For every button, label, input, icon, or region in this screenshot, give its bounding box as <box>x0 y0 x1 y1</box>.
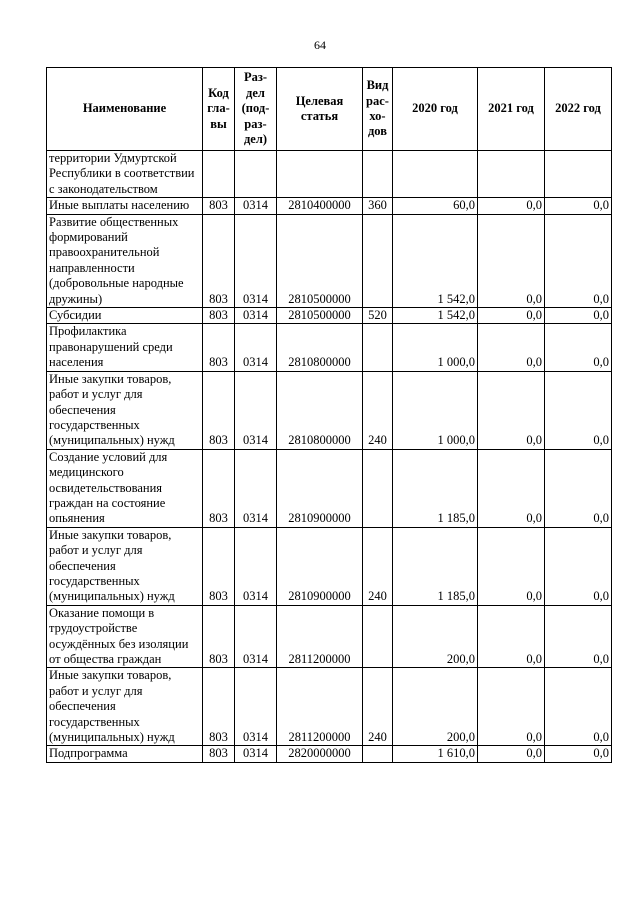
cell-y2021: 0,0 <box>478 198 545 214</box>
cell-target: 2811200000 <box>277 668 363 746</box>
table-row <box>47 668 612 746</box>
cell-y2020: 1 000,0 <box>393 371 478 449</box>
cell-y2022: 0,0 <box>545 527 612 605</box>
cell-type <box>363 746 393 762</box>
table-row <box>47 449 612 527</box>
cell-y2020: 1 610,0 <box>393 746 478 762</box>
table-row <box>47 151 612 198</box>
cell-section: 0314 <box>235 605 277 668</box>
cell-target: 2810800000 <box>277 371 363 449</box>
header-2022: 2022 год <box>545 68 612 151</box>
cell-name: Подпрограмма <box>47 746 203 762</box>
cell-type <box>363 605 393 668</box>
table-row <box>47 746 612 762</box>
cell-code: 803 <box>203 198 235 214</box>
cell-y2021: 0,0 <box>478 214 545 307</box>
cell-target: 2810900000 <box>277 527 363 605</box>
cell-type: 240 <box>363 668 393 746</box>
table-row <box>47 308 612 324</box>
cell-code: 803 <box>203 449 235 527</box>
cell-code: 803 <box>203 668 235 746</box>
cell-code: 803 <box>203 527 235 605</box>
cell-section: 0314 <box>235 214 277 307</box>
cell-y2021: 0,0 <box>478 746 545 762</box>
cell-y2022: 0,0 <box>545 214 612 307</box>
header-code: Код гла-вы <box>203 68 235 151</box>
cell-y2020: 1 542,0 <box>393 214 478 307</box>
cell-target: 2810400000 <box>277 198 363 214</box>
cell-section: 0314 <box>235 308 277 324</box>
table-row <box>47 324 612 371</box>
cell-y2022: 0,0 <box>545 308 612 324</box>
cell-code <box>203 151 235 198</box>
cell-section: 0314 <box>235 198 277 214</box>
cell-name: Иные выплаты населению <box>47 198 203 214</box>
cell-y2020: 1 185,0 <box>393 527 478 605</box>
table-row <box>47 605 612 668</box>
cell-type: 240 <box>363 371 393 449</box>
cell-type <box>363 449 393 527</box>
table-header-row <box>47 68 612 151</box>
cell-section: 0314 <box>235 746 277 762</box>
cell-target: 2820000000 <box>277 746 363 762</box>
cell-y2021: 0,0 <box>478 308 545 324</box>
cell-y2020: 60,0 <box>393 198 478 214</box>
cell-y2020: 1 000,0 <box>393 324 478 371</box>
cell-y2021: 0,0 <box>478 324 545 371</box>
cell-name: Иные закупки товаров, работ и услуг для обеспечения государственных (муниципальных) нужд <box>47 371 203 449</box>
cell-type <box>363 151 393 198</box>
cell-y2020: 200,0 <box>393 668 478 746</box>
cell-name: Создание условий для медицинского освидетельствования граждан на состояние опьянения <box>47 449 203 527</box>
table-row <box>47 371 612 449</box>
header-2020: 2020 год <box>393 68 478 151</box>
cell-y2020 <box>393 151 478 198</box>
cell-target: 2810800000 <box>277 324 363 371</box>
cell-name: Развитие общественных формирований правоохранительной направленности (добровольные народные дружины) <box>47 214 203 307</box>
cell-section: 0314 <box>235 324 277 371</box>
cell-y2022: 0,0 <box>545 371 612 449</box>
cell-name: Профилактика правонарушений среди населения <box>47 324 203 371</box>
header-type: Вид рас-хо-дов <box>363 68 393 151</box>
cell-code: 803 <box>203 214 235 307</box>
cell-y2021: 0,0 <box>478 527 545 605</box>
cell-section <box>235 151 277 198</box>
cell-y2022: 0,0 <box>545 605 612 668</box>
page-number: 64 <box>314 38 326 52</box>
cell-y2021: 0,0 <box>478 449 545 527</box>
cell-target <box>277 151 363 198</box>
header-target: Целевая статья <box>277 68 363 151</box>
cell-y2021: 0,0 <box>478 371 545 449</box>
cell-y2022: 0,0 <box>545 746 612 762</box>
cell-target: 2810500000 <box>277 214 363 307</box>
cell-name: Оказание помощи в трудоустройстве осуждённых без изоляции от общества граждан <box>47 605 203 668</box>
cell-section: 0314 <box>235 449 277 527</box>
header-2021: 2021 год <box>478 68 545 151</box>
cell-y2020: 1 185,0 <box>393 449 478 527</box>
cell-target: 2811200000 <box>277 605 363 668</box>
cell-y2022: 0,0 <box>545 324 612 371</box>
table-row <box>47 214 612 307</box>
cell-name: Иные закупки товаров, работ и услуг для обеспечения государственных (муниципальных) нужд <box>47 527 203 605</box>
cell-section: 0314 <box>235 527 277 605</box>
cell-type: 240 <box>363 527 393 605</box>
cell-code: 803 <box>203 371 235 449</box>
cell-code: 803 <box>203 308 235 324</box>
table-row <box>47 198 612 214</box>
header-name: Наименование <box>47 68 203 151</box>
cell-section: 0314 <box>235 371 277 449</box>
budget-table <box>46 67 612 763</box>
cell-type: 360 <box>363 198 393 214</box>
cell-section: 0314 <box>235 668 277 746</box>
cell-y2022: 0,0 <box>545 198 612 214</box>
cell-code: 803 <box>203 324 235 371</box>
cell-type: 520 <box>363 308 393 324</box>
cell-y2020: 200,0 <box>393 605 478 668</box>
cell-type <box>363 214 393 307</box>
table-row <box>47 527 612 605</box>
cell-name: Иные закупки товаров, работ и услуг для обеспечения государственных (муниципальных) нужд <box>47 668 203 746</box>
cell-y2020: 1 542,0 <box>393 308 478 324</box>
cell-y2022: 0,0 <box>545 449 612 527</box>
cell-target: 2810500000 <box>277 308 363 324</box>
cell-target: 2810900000 <box>277 449 363 527</box>
cell-y2021: 0,0 <box>478 605 545 668</box>
cell-y2022: 0,0 <box>545 668 612 746</box>
cell-code: 803 <box>203 605 235 668</box>
cell-name: территории Удмуртской Республики в соответствии с законодательством <box>47 151 203 198</box>
cell-y2021: 0,0 <box>478 668 545 746</box>
cell-y2022 <box>545 151 612 198</box>
cell-name: Субсидии <box>47 308 203 324</box>
cell-y2021 <box>478 151 545 198</box>
header-section: Раз-дел (под-раз-дел) <box>235 68 277 151</box>
cell-code: 803 <box>203 746 235 762</box>
cell-type <box>363 324 393 371</box>
